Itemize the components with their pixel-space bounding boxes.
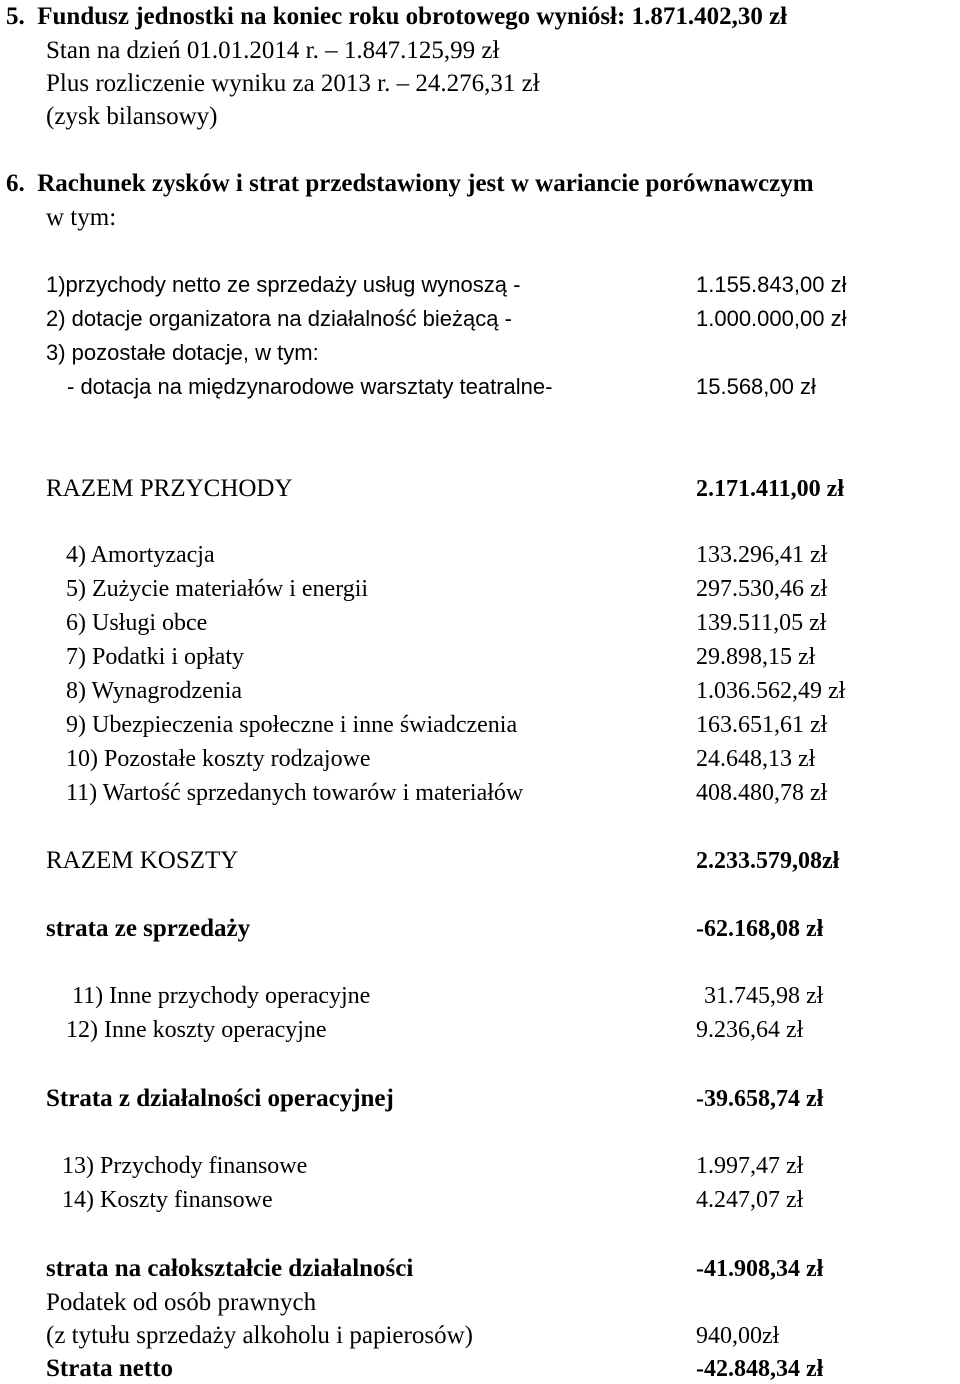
cost-value: 29.898,15 zł xyxy=(696,644,816,670)
financial-value: 4.247,07 zł xyxy=(696,1187,804,1213)
cost-label: 8) Wynagrodzenia xyxy=(66,678,243,704)
net-loss-label: Strata netto xyxy=(46,1355,174,1382)
financial-label: 14) Koszty finansowe xyxy=(62,1187,273,1213)
cost-value: 408.480,78 zł xyxy=(696,780,828,806)
operating-value: 31.745,98 zł xyxy=(704,983,824,1009)
corporate-tax-label: Podatek od osób prawnych xyxy=(46,1289,317,1316)
financial-value: 1.997,47 zł xyxy=(696,1153,804,1179)
cost-value: 139.511,05 zł xyxy=(696,610,827,636)
corporate-tax-sub-label: (z tytułu sprzedaży alkoholu i papierosów) xyxy=(46,1322,473,1349)
cost-label: 6) Usługi obce xyxy=(66,610,208,636)
revenue-value: 1.000.000,00 zł xyxy=(696,306,847,331)
total-revenue-label: RAZEM PRZYCHODY xyxy=(46,475,293,502)
cost-label: 11) Wartość sprzedanych towarów i materiałów xyxy=(66,780,524,806)
sales-loss-label: strata ze sprzedaży xyxy=(46,915,251,942)
cost-value: 163.651,61 zł xyxy=(696,712,828,738)
cost-label: 4) Amortyzacja xyxy=(66,542,215,568)
section-5-state-line: Stan na dzień 01.01.2014 r. – 1.847.125,99 zł xyxy=(46,37,500,64)
cost-value: 297.530,46 zł xyxy=(696,576,828,602)
section-6-subtitle: w tym: xyxy=(46,204,117,231)
total-activity-loss-value: -41.908,34 zł xyxy=(696,1256,824,1282)
section-6-title: 6. Rachunek zysków i strat przedstawiony jest w wariancie porównawczym xyxy=(6,170,814,197)
operating-label: 11) Inne przychody operacyjne xyxy=(72,983,371,1009)
cost-value: 1.036.562,49 zł xyxy=(696,678,846,704)
operating-loss-value: -39.658,74 zł xyxy=(696,1086,824,1112)
revenue-label: 1)przychody netto ze sprzedaży usług wynoszą - xyxy=(46,272,521,297)
cost-value: 24.648,13 zł xyxy=(696,746,816,772)
revenue-value: 15.568,00 zł xyxy=(696,374,816,399)
total-activity-loss-label: strata na całokształcie działalności xyxy=(46,1255,414,1282)
sales-loss-value: -62.168,08 zł xyxy=(696,916,824,942)
section-5-note: (zysk bilansowy) xyxy=(46,103,218,130)
net-loss-value: -42.848,34 zł xyxy=(696,1356,824,1382)
operating-value: 9.236,64 zł xyxy=(696,1017,804,1043)
revenue-label: - dotacja na międzynarodowe warsztaty teatralne- xyxy=(67,374,553,399)
cost-label: 5) Zużycie materiałów i energii xyxy=(66,576,369,602)
total-revenue-value: 2.171.411,00 zł xyxy=(696,476,844,502)
revenue-value: 1.155.843,00 zł xyxy=(696,272,847,297)
revenue-label: 3) pozostałe dotacje, w tym: xyxy=(46,340,319,365)
total-costs-label: RAZEM KOSZTY xyxy=(46,847,239,874)
cost-value: 133.296,41 zł xyxy=(696,542,828,568)
total-costs-value: 2.233.579,08zł xyxy=(696,848,840,874)
financial-label: 13) Przychody finansowe xyxy=(62,1153,308,1179)
operating-label: 12) Inne koszty operacyjne xyxy=(66,1017,327,1043)
cost-label: 9) Ubezpieczenia społeczne i inne świadczenia xyxy=(66,712,518,738)
corporate-tax-value: 940,00zł xyxy=(696,1323,780,1349)
section-5-plus-line: Plus rozliczenie wyniku za 2013 r. – 24.276,31 zł xyxy=(46,70,540,97)
cost-label: 10) Pozostałe koszty rodzajowe xyxy=(66,746,371,772)
operating-loss-label: Strata z działalności operacyjnej xyxy=(46,1085,394,1112)
section-5-title: 5. Fundusz jednostki na koniec roku obrotowego wyniósł: 1.871.402,30 zł xyxy=(6,3,788,30)
cost-label: 7) Podatki i opłaty xyxy=(66,644,244,670)
revenue-label: 2) dotacje organizatora na działalność bieżącą - xyxy=(46,306,512,331)
